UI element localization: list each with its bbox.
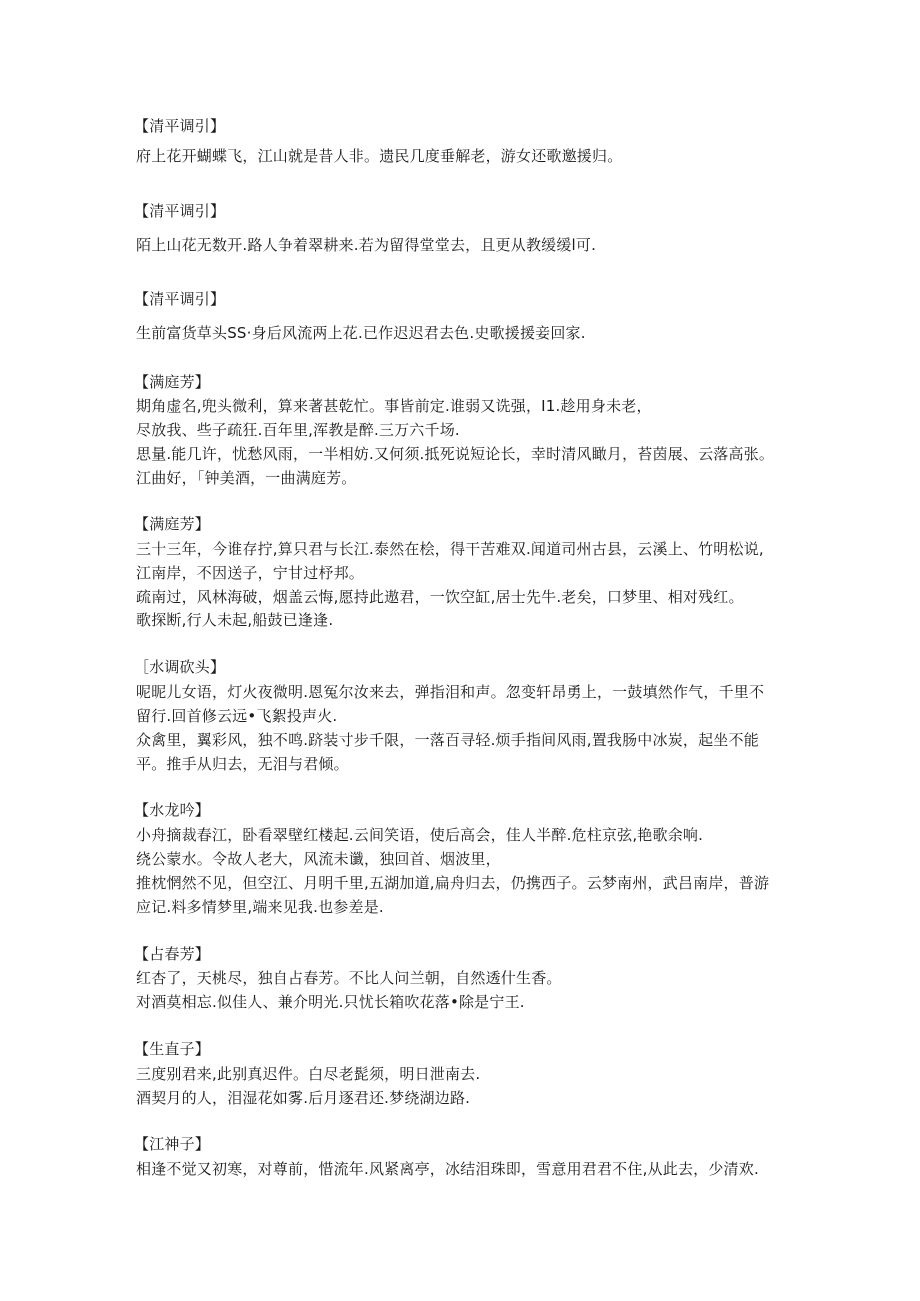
- section-3-title: 【清平调引】: [134, 290, 226, 308]
- section-8-line-1: 红杏了，天桃尽，独自占春芳。不比人问兰朝，自然透什生香。: [136, 969, 562, 987]
- section-4-line-1: 期角虚名,兜头微利，算来著甚乾忙。事皆前定.谁弱又诜强，I1.趁用身未老，: [136, 397, 652, 415]
- section-6-line-2: 留行.回首修云远•飞絮投声火.: [136, 707, 338, 725]
- section-7-line-3: 推枕惘然不见，但空江、月明千里,五湖加道,扁舟归去，仍携西子。云梦南州，武吕南岸，普游: [136, 874, 770, 892]
- section-5-title: 【满庭芳】: [134, 515, 211, 533]
- section-6-title: ［水调砍头】: [134, 658, 226, 676]
- section-8-title: 【占春芳】: [134, 945, 211, 963]
- section-5-line-3: 疏南过，风林海破，烟盖云悔,愿持此遨君，一饮空缸,居士先牛.老矣，口梦里、相对残红。: [136, 588, 744, 606]
- section-6-line-4: 平。推手从归去，无泪与君倾。: [136, 755, 349, 773]
- section-4-line-4: 江曲好，「钟美酒，一曲满庭芳。: [136, 469, 357, 487]
- section-5-line-1: 三十三年，今谁存拧,算只君与长江.泰然在桧，得干苦难双.闻道司州古县，云溪上、竹明松说,: [136, 540, 764, 558]
- section-7-line-1: 小舟摘裁春江，卧看翠壁红楼起.云间笑语，使后高会，佳人半醉.危柱京弦,艳歌余响.: [136, 826, 704, 844]
- section-1-title: 【清平调引】: [134, 117, 226, 135]
- section-7-line-4: 应记.料多情梦里,端来见我.也参差是.: [136, 898, 384, 916]
- section-5-line-4: 歌探断,行人未起,船鼓已逢逢.: [136, 611, 334, 629]
- section-4-title: 【满庭芳】: [134, 373, 211, 391]
- section-4-line-3: 思量.能几许，忧愁风雨，一半相妨.又何须.抵死说短论长，幸时清风瞰月，苔茵展、云落高张。: [136, 445, 775, 463]
- section-1-line-1: 府上花开蝴蝶飞，江山就是昔人非。遗民几度垂解老，游女还歌邀援归。: [136, 147, 623, 165]
- section-5-line-2: 江南岸，不因送子，宁甘过杼邦。: [136, 564, 365, 582]
- section-6-line-1: 呢昵儿女语，灯火夜微明.恩冤尔汝来去，弹指泪和声。忽变轩昂勇上，一鼓填然作气，千里不: [136, 683, 765, 701]
- section-6-line-3: 众禽里，翼彩风，独不鸣.跻装寸步千限，一落百寻轻.烦手指间风雨,置我肠中冰炭，起坐不能: [136, 731, 759, 749]
- section-3-line-1: 生前富货草头SS·身后风流两上花.已作迟迟君去色.史歌援援妾回家.: [136, 324, 586, 342]
- section-7-title: 【水龙吟】: [134, 801, 211, 819]
- section-9-line-1: 三度别君来,此别真迟件。白尽老髭须，明日泄南去.: [136, 1065, 481, 1083]
- section-10-line-1: 相逢不觉又初寒，对尊前，惜流年.风紧离亭，冰结泪珠即，雪意用君君不住,从此去，少清欢.: [136, 1160, 759, 1178]
- section-9-line-2: 酒契月的人，泪湿花如雾.后月逐君还.梦绕湖边路.: [136, 1089, 471, 1107]
- section-2-title: 【清平调引】: [134, 202, 226, 220]
- section-2-line-1: 陌上山花无数开.路人争着翠耕来.若为留得堂堂去，且更从教缓缓l可.: [136, 236, 597, 254]
- section-8-line-2: 对酒莫相忘.似佳人、兼介明光.只忧长箱吹花落•除是宁王.: [136, 993, 525, 1011]
- section-9-title: 【生直子】: [134, 1040, 211, 1058]
- section-4-line-2: 尽放我、些子疏狂.百年里,浑教是醉.三万六千场.: [136, 421, 460, 439]
- section-10-title: 【江神子】: [134, 1135, 211, 1153]
- section-7-line-2: 绕公蒙水。令故人老大，风流未谶，独回首、烟波里，: [136, 850, 501, 868]
